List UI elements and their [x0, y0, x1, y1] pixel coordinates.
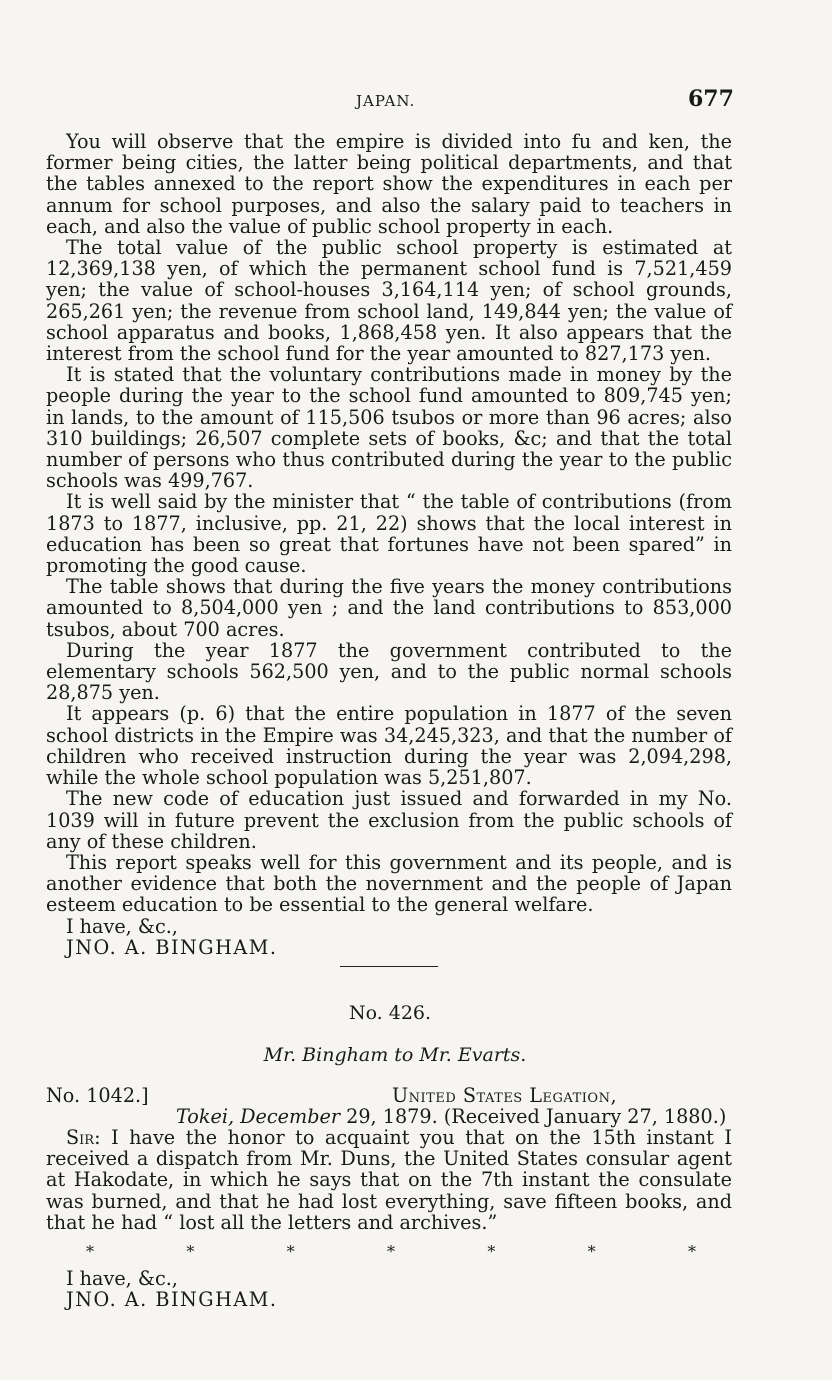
- closing: I have, &c.,: [66, 1267, 178, 1291]
- date-received: 29, 1879. (Received January 27, 1880.): [340, 1105, 727, 1128]
- paragraph: It is stated that the voluntary contributions made in money by the people during the year to the school fund amounted to 809,745 yen; in lands, to the amount of 115,506 tsubos or more than 96 acres; also 310 buildings; 26,507 complete sets of books, &c; and that the total number of persons who thus contributed during the year to the public schools was 499,767.: [46, 363, 732, 493]
- letter-paragraph: [46, 1127, 732, 1233]
- date-line: [46, 1106, 732, 1127]
- omission-stars: [46, 1233, 696, 1268]
- dispatch-number: No. 1042.]: [46, 1084, 149, 1107]
- paragraph: The new code of education just issued and forwarded in my No. 1039 will in future prevent the exclusion from the public schools of any of these children.: [46, 787, 732, 853]
- salutation: Sir:: [66, 1126, 101, 1149]
- closing: I have, &c.,: [66, 914, 178, 938]
- star: *: [587, 1242, 596, 1262]
- star: *: [687, 1242, 696, 1262]
- section-divider: [340, 966, 438, 967]
- legation: United States Legation,: [392, 1084, 618, 1107]
- star: *: [186, 1242, 195, 1262]
- star: *: [386, 1242, 395, 1262]
- star: *: [86, 1242, 94, 1262]
- running-head: JAPAN.: [356, 92, 416, 110]
- page-number: 677: [688, 86, 734, 112]
- letter: [46, 1085, 732, 1311]
- paragraph: The total value of the public school property is estimated at 12,369,138 yen, of which the permanent school fund is 7,521,459 yen; the value of school-houses 3,164,114 yen; of school grounds, 265,261 yen; the revenue from school land, 149,844 yen; the value of school apparatus and books, 1,868,458 yen. It also appears that the interest from the school fund for the year amounted to 827,173 yen.: [46, 236, 732, 366]
- star: *: [487, 1242, 496, 1262]
- star: *: [286, 1242, 295, 1262]
- paragraph: This report speaks well for this government and its people, and is another evidence that both the novernment and the people of Japan esteem education to be essential to the general welfare.: [46, 850, 732, 917]
- paragraph: During the year 1877 the government contributed to the elementary schools 562,500 yen, and to the public normal schools 28,875 yen.: [46, 638, 732, 705]
- signature: JNO. A. BINGHAM.: [66, 1288, 278, 1312]
- letter-text: I have the honor to acquaint you that on the 15th instant I received a dispatch from Mr. Duns, the United States consular agent at Hakodate, in which he says that on the 7th instant the consulate was burned, and that he had lost everything, save fifteen books, and that he had “ lost all the letters and archives.”: [46, 1126, 732, 1234]
- dispatch-header: [46, 1085, 732, 1106]
- page-header: [0, 86, 832, 116]
- document-number: No. 426.: [348, 1002, 432, 1024]
- paragraph: It appears (p. 6) that the entire population in 1877 of the seven school districts in the Empire was 34,245,323, and that the number of children who received instruction during the year was 2,094,298, while the whole school population was 5,251,807.: [46, 702, 732, 790]
- signature: JNO. A. BINGHAM.: [66, 935, 278, 959]
- paragraph: You will observe that the empire is divided into fu and ken, the former being cities, the latter being political departments, and that the tables annexed to the report show the expenditures in each per annum for school purposes, and also the salary paid to teachers in each, and also the value of public school property in each.: [46, 130, 732, 238]
- paragraph: It is well said by the minister that “ the table of contributions (from 1873 to 1877, inclusive, pp. 21, 22) shows that the local interest in education has been so great that fortunes have not been spared” in promoting the good cause.: [46, 490, 732, 578]
- place-date: Tokei, December: [176, 1105, 341, 1128]
- document-title: Mr. Bingham to Mr. Evarts.: [263, 1044, 527, 1066]
- report-body: [46, 131, 732, 958]
- paragraph: The table shows that during the five years the money contributions amounted to 8,504,000 yen ; and the land contributions to 853,000 tsubos, about 700 acres.: [46, 575, 732, 641]
